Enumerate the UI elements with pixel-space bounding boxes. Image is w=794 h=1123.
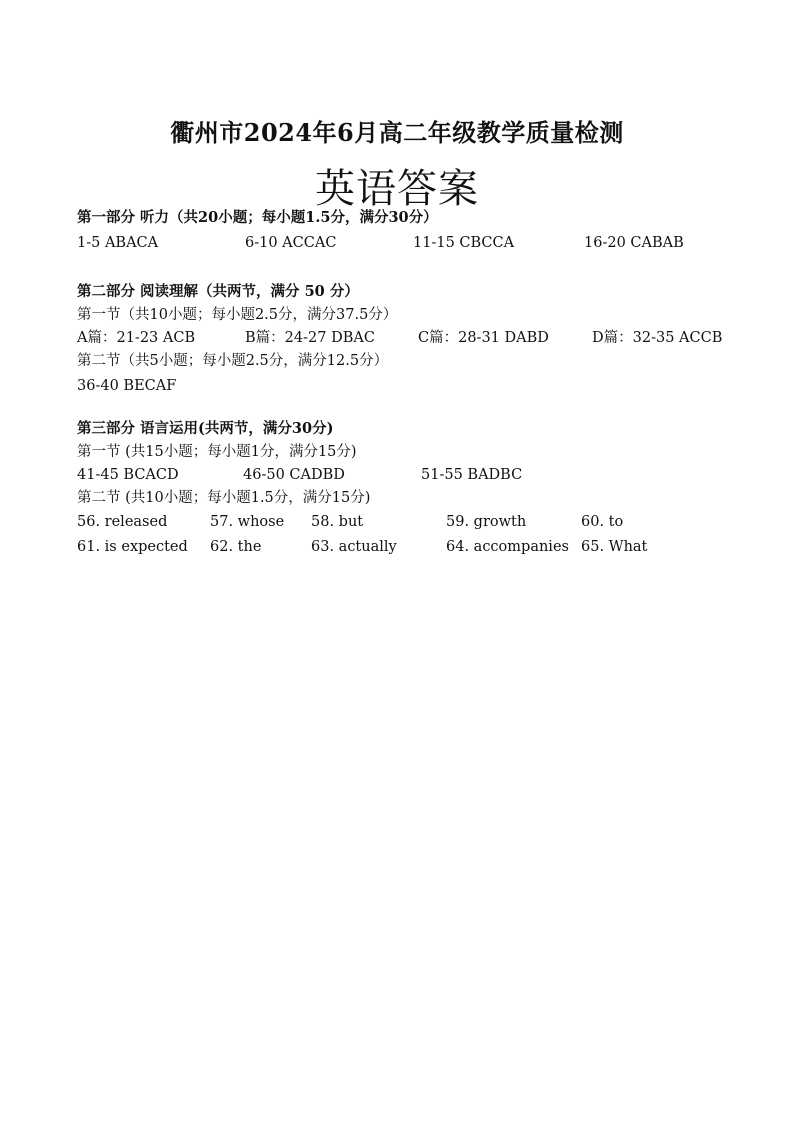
answer-item: 41-45 BCACD [77,467,179,483]
answer-item: 6-10 ACCAC [245,235,337,251]
answer-item: 65. What [581,539,648,555]
part2-heading: 第二部分 阅读理解（共两节，满分 50 分） [77,283,359,300]
answer-item: 51-55 BADBC [421,467,523,483]
answer-item: 63. actually [311,539,397,555]
answer-item: 11-15 CBCCA [413,235,515,251]
answer-item: 57. whose [210,514,285,530]
answer-item: 62. the [210,539,262,555]
part2-section2-answer: 36-40 BECAF [77,378,177,394]
part3-heading: 第三部分 语言运用(共两节，满分30分) [77,420,334,437]
answer-item: 16-20 CABAB [584,235,684,251]
part1-answers [0,233,794,253]
answer-item: 58. but [311,514,364,530]
answer-item: C篇：28-31 DABD [418,330,549,346]
part3-section1-heading: 第一节 (共15小题；每小题1分，满分15分) [77,444,357,460]
part3-section2-row1 [0,512,794,532]
answer-item: 61. is expected [77,539,188,555]
part3-section1-answers [0,465,794,485]
answer-item: 60. to [581,514,624,530]
answer-item: 46-50 CADBD [243,467,345,483]
part2-section1-answers [0,328,794,348]
part3-section2-heading: 第二节 (共10小题；每小题1.5分，满分15分) [77,490,371,506]
answer-item: 64. accompanies [446,539,569,555]
answer-item: D篇：32-35 ACCB [592,330,723,346]
part2-section1-heading: 第一节（共10小题；每小题2.5分，满分37.5分） [77,307,398,323]
part2-section2-heading: 第二节（共5小题；每小题2.5分，满分12.5分） [77,353,389,369]
part3-section2-row2 [0,537,794,557]
page-subtitle: 英语答案 [315,166,479,212]
answer-item: A篇：21-23 ACB [77,330,196,346]
answer-item: B篇：24-27 DBAC [245,330,375,346]
part1-heading: 第一部分 听力（共20小题；每小题1.5分，满分30分） [77,209,438,226]
answer-item: 1-5 ABACA [77,235,159,251]
page-title: 衢州市2024年6月高二年级教学质量检测 [170,118,624,147]
answer-item: 59. growth [446,514,527,530]
answer-item: 56. released [77,514,168,530]
